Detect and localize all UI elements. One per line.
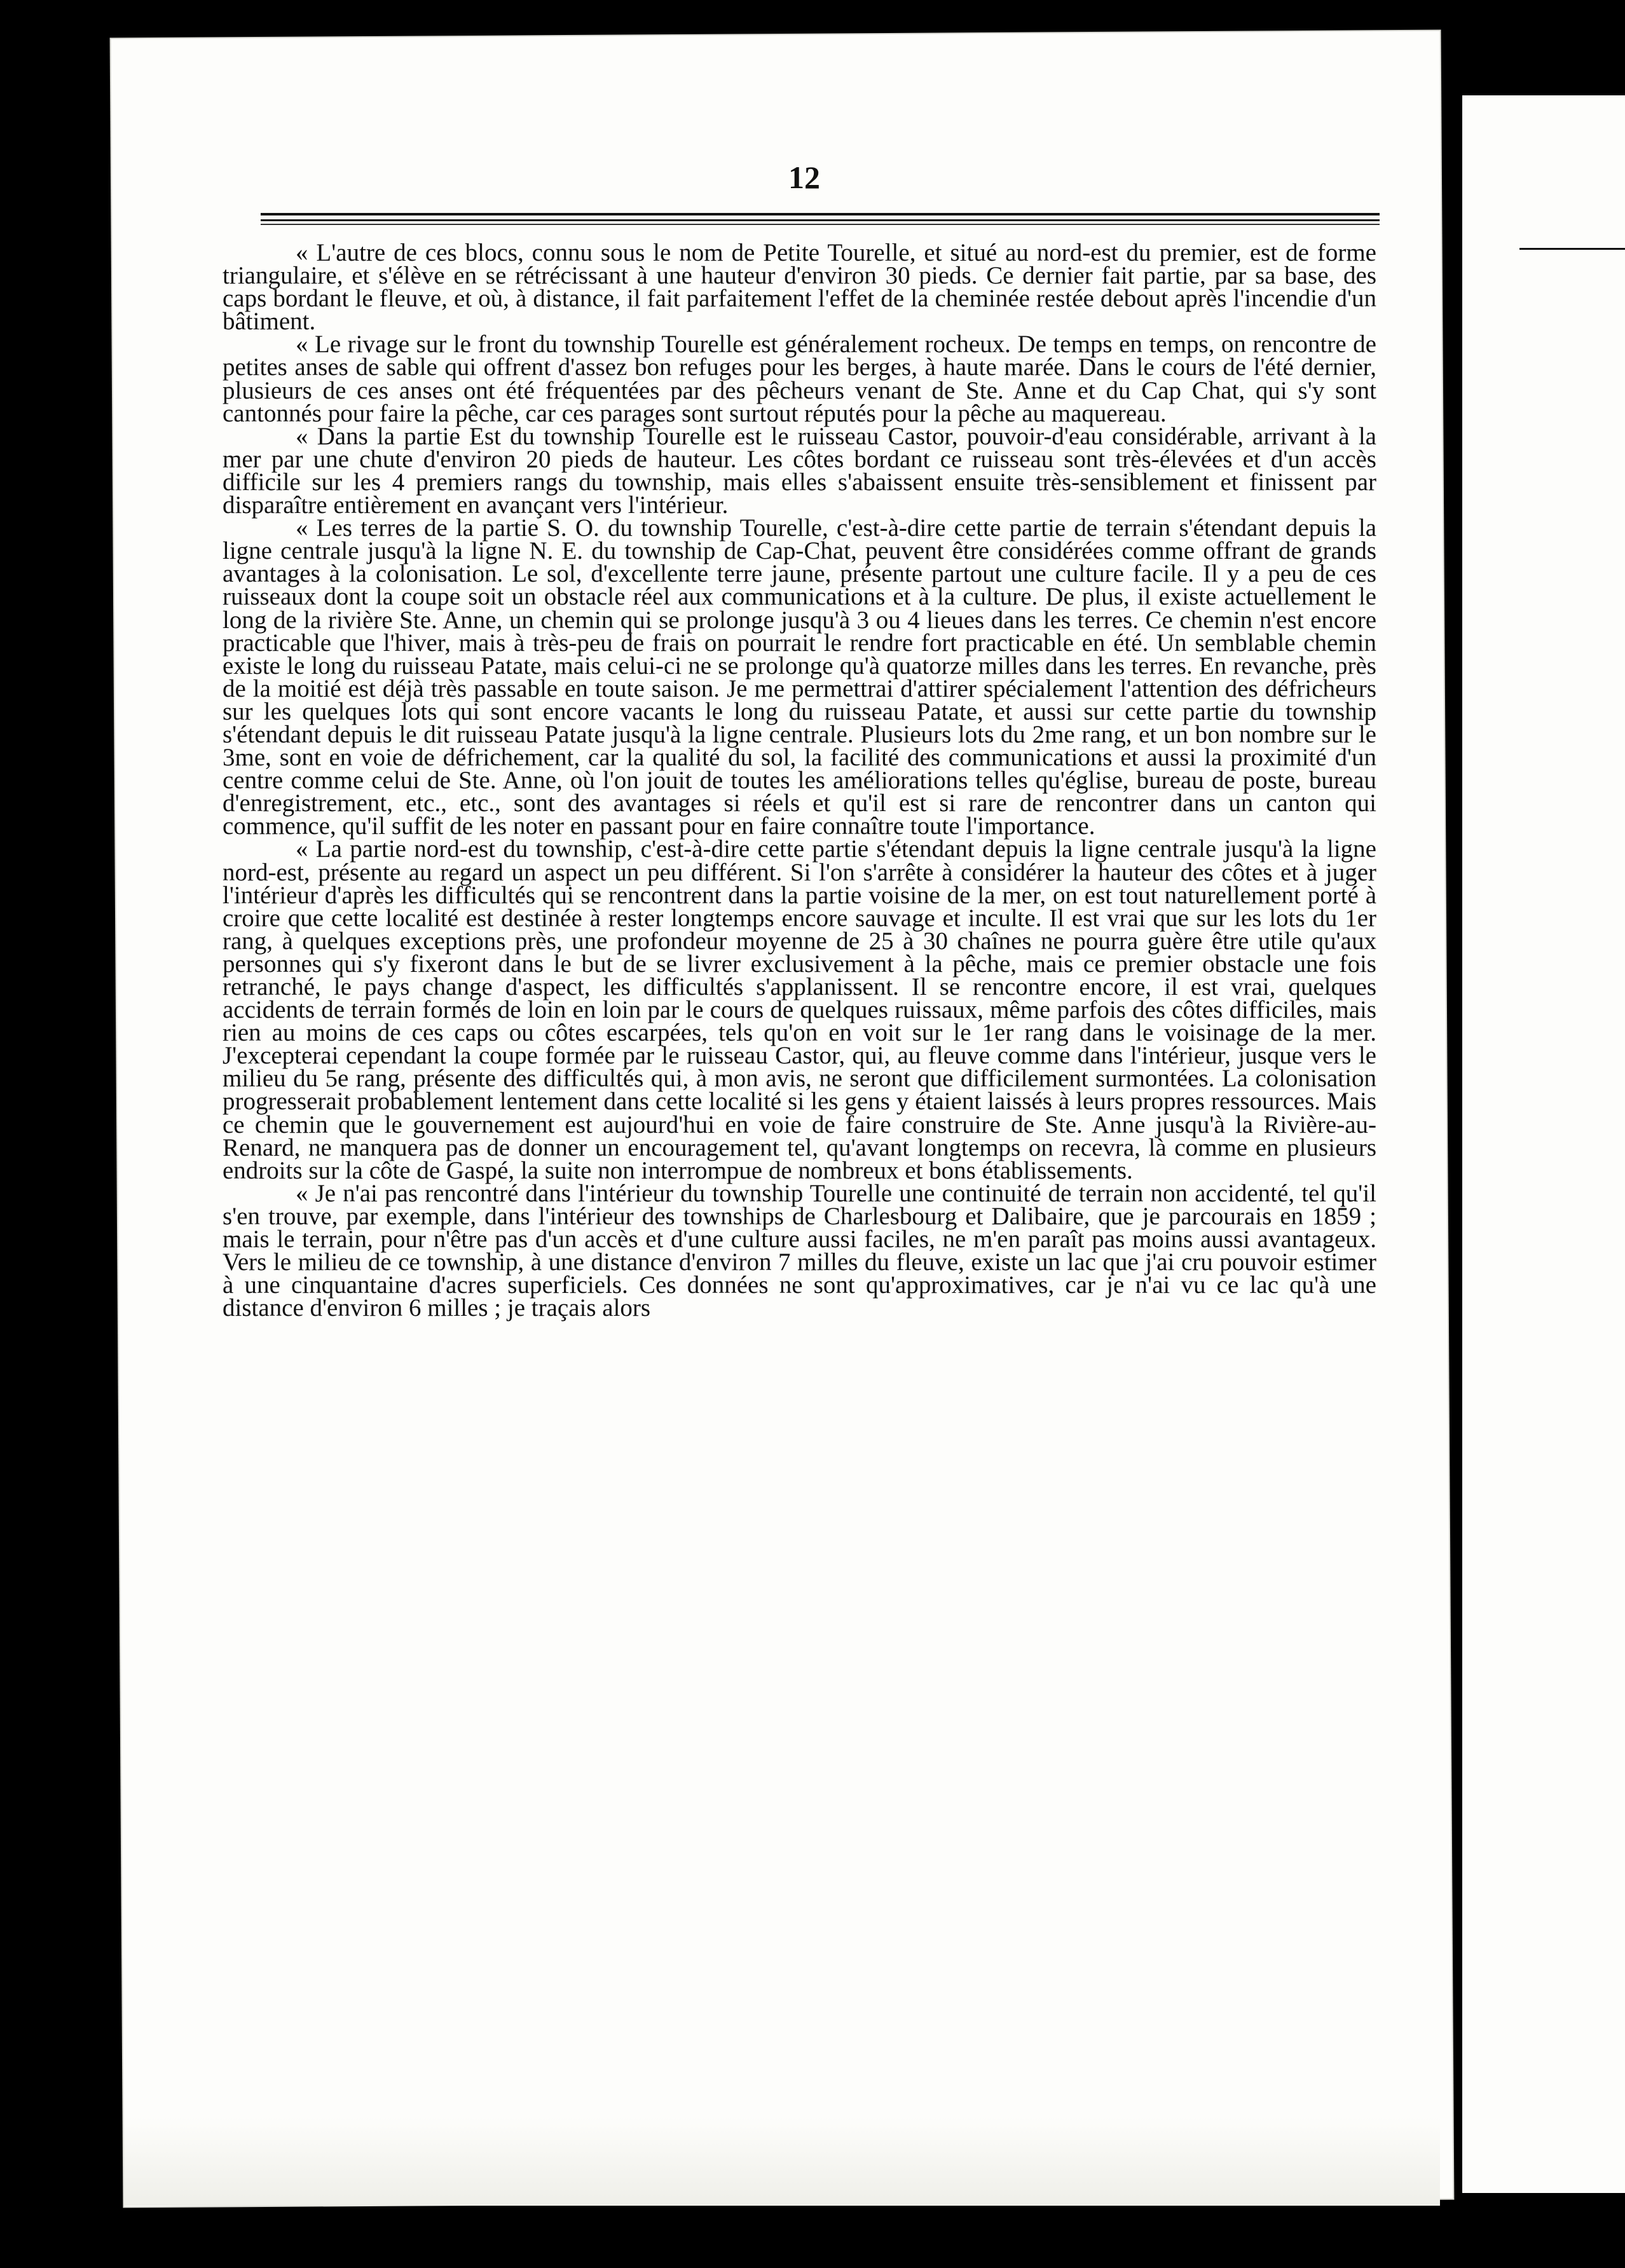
paragraph: « Je n'ai pas rencontré dans l'intérieur du township Tourelle une continuité de terrain non accidenté, tel qu'il s'en trouve, par exemple, dans l'intérieur des townships de Charlesbourg et Dalibaire, que je parcourais en 1859 ; mais le terrain, pour n'être pas d'un accès et d'une culture aussi faciles, ne m'en paraît pas moins aussi avantageux. Vers le milieu de ce township, à une distance d'environ 7 milles du fleuve, existe un lac que j'ai cru pouvoir estimer à une cinquantaine d'acres superficiels. Ces données ne sont qu'approximatives, car je n'ai vu ce lac qu'à une distance d'environ 6 milles ; je traçais alors xyxy=(223,1179,1376,1322)
right-page-edge xyxy=(1462,95,1625,2193)
page-bottom-edge xyxy=(124,2117,1440,2206)
paragraph: « L'autre de ces blocs, connu sous le nom de Petite Tourelle, et situé au nord-est du premier, est de forme triangulaire, et s'élève en se rétrécissant à une hauteur d'environ 30 pieds. Ce dernier fait partie, par sa base, des caps bordant le fleuve, et où, à distance, il fait parfaitement l'effet de la cheminée restée debout après l'incendie d'un bâtiment. xyxy=(223,239,1376,336)
body-text xyxy=(223,239,1376,1322)
paragraph: « Les terres de la partie S. O. du township Tourelle, c'est-à-dire cette partie de terrain s'étendant depuis la ligne centrale jusqu'à la ligne N. E. du township de Cap-Chat, peuvent être considérées comme offrant de grands avantages à la colonisation. Le sol, d'excellente terre jaune, présente partout une culture facile. Il y a peu de ces ruisseaux dont la coupe soit un obstacle réel aux communications et à la culture. De plus, il existe actuellement le long de la rivière Ste. Anne, un chemin qui se prolonge jusqu'à 3 ou 4 lieues dans les terres. Ce chemin n'est encore practicable que l'hiver, mais à très-peu de frais on pourrait le rendre fort practicable en été. Un semblable chemin existe le long du ruisseau Patate, mais celui-ci ne se prolonge qu'à quatorze milles dans les terres. En revanche, près de la moitié est déjà très passable en toute saison. Je me permettrai d'attirer spécialement l'attention des défricheurs sur les quelques lots qui sont encore vacants le long du ruisseau Patate, et aussi sur cette partie du township s'étendant depuis le dit ruisseau Patate jusqu'à la ligne centrale. Plusieurs lots du 2me rang, et un bon nombre sur le 3me, sont en voie de défrichement, car la qualité du sol, la facilité des communications et aussi la proximité d'un centre comme celui de Ste. Anne, où l'on jouit de toutes les améliorations telles qu'église, bureau de poste, bureau d'enregistrement, etc., etc., sont des avantages si réels et qu'il est si rare de rencontrer dans un canton qui commence, qu'il suffit de les noter en passant pour en faire connaître toute l'importance. xyxy=(223,514,1376,840)
right-page-rule xyxy=(1519,248,1625,250)
paragraph: « Dans la partie Est du township Tourelle est le ruisseau Castor, pouvoir-d'eau considérable, arrivant à la mer par une chute d'environ 20 pieds de hauteur. Les côtes bordant ce ruisseau sont très-élevées et d'un accès difficile sur les 4 premiers rangs du township, mais elles s'abaissent ensuite très-sensiblement et finissent par disparaître entièrement en avançant vers l'intérieur. xyxy=(223,422,1376,519)
page-number: 12 xyxy=(788,160,820,195)
paragraph: « Le rivage sur le front du township Tourelle est généralement rocheux. De temps en temps, on rencontre de petites anses de sable qui offrent d'assez bon refuges pour les berges, à haute marée. Dans le cours de l'été dernier, plusieurs de ces anses ont été fréquentées par des pêcheurs venant de Ste. Anne et du Cap Chat, qui s'y sont cantonnés pour faire la pêche, car ces parages sont surtout réputés pour la pêche au maquereau. xyxy=(223,331,1376,427)
header-rule xyxy=(261,213,1380,226)
paragraph: « La partie nord-est du township, c'est-à-dire cette partie s'étendant depuis la ligne centrale jusqu'à la ligne nord-est, présente au regard un aspect un peu différent. Si l'on s'arrête à considérer la hauteur des côtes et à juger l'intérieur d'après les difficultés qui se rencontrent dans la partie voisine de la mer, on est tout naturellement porté à croire que cette localité est destinée à rester longtemps encore sauvage et inculte. Il est vrai que sur les lots du 1er rang, à quelques exceptions près, une profondeur moyenne de 25 à 30 chaînes ne pourra guère être utile qu'aux personnes qui s'y fixeront dans le but de se livrer exclusivement à la pêche, mais ce premier obstacle une fois retranché, le pays change d'aspect, les difficultés s'applanissent. Il se rencontre encore, il est vrai, quelques accidents de terrain formés de loin en loin par le cours de quelques ruissaux, même parfois des côtes difficiles, mais rien au moins de ces caps ou côtes escarpées, tels qu'on en voit sur le 1er rang dans le voisinage de la mer. J'excepterai cependant la coupe formée par le ruisseau Castor, qui, au fleuve comme dans l'intérieur, jusque vers le milieu du 5e rang, présente des difficultés qui, à mon avis, ne seront que difficilement surmontées. La colonisation progresserait probablement lentement dans cette localité si les gens y étaient laissés à leurs propres ressources. Mais ce chemin que le gouvernement est aujourd'hui en voie de faire construire de Ste. Anne jusqu'à la Rivière-au-Renard, ne manquera pas de donner un encouragement tel, qu'avant longtemps on recevra, là comme en plusieurs endroits sur la côte de Gaspé, la suite non interrompue de nombreux et bons établissements. xyxy=(223,835,1376,1184)
